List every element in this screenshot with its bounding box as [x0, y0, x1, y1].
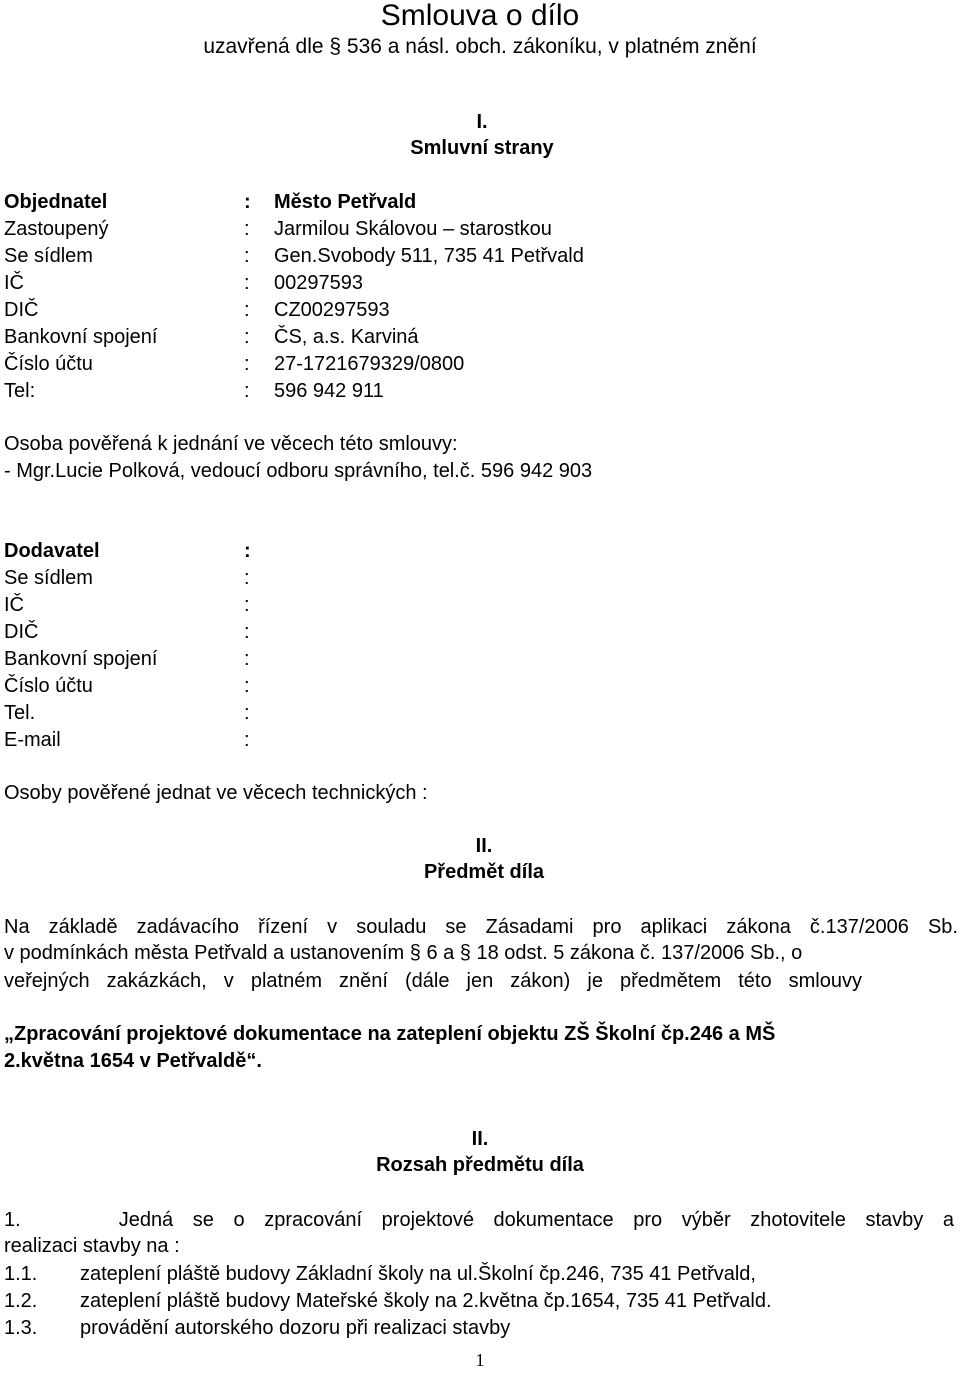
section-1-number: I. [476, 111, 488, 133]
field-colon: : [244, 353, 250, 375]
field-value: Město Petřvald [274, 191, 417, 213]
predmet-title-line-2: 2.května 1654 v Petřvaldě“. [4, 1050, 262, 1072]
predmet-line-1: Na základě zadávacího řízení v souladu se Zásadami pro aplikaci zákona č.137/2006 Sb. [4, 916, 958, 938]
field-colon: : [244, 326, 250, 348]
section-3-number: II. [471, 1128, 489, 1150]
rozsah-item-text: zateplení pláště budovy Základní školy na ul.Školní čp.246, 735 41 Petřvald, [80, 1263, 756, 1285]
predmet-line-2-text: v podmínkách města Petřvald a ustanovením § 6 a § 18 odst. 5 zákona č. 137/2006 Sb. [4, 942, 781, 964]
field-label: Se sídlem [4, 567, 93, 589]
field-label: Objednatel [4, 191, 108, 213]
field-colon: : [244, 218, 250, 240]
osoby-technicke-label: Osoby pověřené jednat ve věcech technických : [4, 782, 428, 804]
predmet-title-line-1: „Zpracování projektové dokumentace na zateplení objektu ZŠ Školní čp.246 a MŠ [4, 1023, 776, 1045]
field-label: Dodavatel [4, 540, 100, 562]
field-colon: : [244, 540, 251, 562]
field-value: 27-1721679329/0800 [274, 353, 465, 375]
field-value: CZ00297593 [274, 299, 390, 321]
field-label: Bankovní spojení [4, 326, 158, 348]
field-label: Číslo účtu [4, 353, 93, 375]
poverena-osoba-name: - Mgr.Lucie Polková, vedoucí odboru správního, tel.č. 596 942 903 [4, 460, 593, 482]
predmet-line-2 [4, 941, 802, 965]
field-value: ČS, a.s. Karviná [274, 326, 419, 348]
field-label: DIČ [4, 299, 39, 321]
rozsah-paragraph-line-2: realizaci stavby na : [4, 1235, 180, 1257]
field-label: Číslo účtu [4, 675, 93, 697]
rozsah-item-number: 1.1. [4, 1263, 38, 1285]
field-value: 596 942 911 [274, 380, 384, 402]
field-label: E-mail [4, 729, 61, 751]
field-label: DIČ [4, 621, 39, 643]
field-colon: : [244, 380, 250, 402]
field-value: 00297593 [274, 272, 363, 294]
rozsah-item-number: 1.3. [4, 1317, 38, 1339]
field-colon: : [244, 272, 250, 294]
document-subtitle: uzavřená dle § 536 a násl. obch. zákoníku, v platném znění [203, 35, 757, 58]
poverena-osoba-label: Osoba pověřená k jednání ve věcech této smlouvy: [4, 433, 458, 455]
field-colon: : [244, 191, 251, 213]
rozsah-item-number: 1.2. [4, 1290, 38, 1312]
section-3-heading: Rozsah předmětu díla [376, 1154, 584, 1176]
field-colon: : [244, 299, 250, 321]
field-label: Tel: [4, 380, 36, 402]
field-colon: : [244, 702, 250, 724]
field-colon: : [244, 729, 250, 751]
field-label: IČ [4, 272, 24, 294]
field-colon: : [244, 245, 250, 267]
predmet-line-3: veřejných zakázkách, v platném znění (dále jen zákon) je předmětem této smlouvy [4, 970, 862, 992]
page-number: 1 [475, 1350, 485, 1370]
field-label: Se sídlem [4, 245, 93, 267]
section-2-heading: Předmět díla [423, 861, 545, 883]
field-value: Gen.Svobody 511, 735 41 Petřvald [274, 245, 584, 267]
field-label: Bankovní spojení [4, 648, 158, 670]
field-colon: : [244, 648, 250, 670]
field-colon: : [244, 675, 250, 697]
field-colon: : [244, 594, 250, 616]
field-label: Tel. [4, 702, 36, 724]
section-2-number: II. [475, 835, 493, 857]
field-colon: : [244, 621, 250, 643]
field-label: IČ [4, 594, 24, 616]
rozsah-paragraph-line-1: 1. Jedná se o zpracování projektové dokumentace pro výběr zhotovitele stavby a [4, 1209, 954, 1231]
field-colon: : [244, 567, 250, 589]
predmet-line-2-end: , o [780, 942, 803, 964]
document-title: Smlouva o dílo [380, 0, 580, 32]
field-value: Jarmilou Skálovou – starostkou [274, 218, 552, 240]
rozsah-item-text: zateplení pláště budovy Mateřské školy na 2.května čp.1654, 735 41 Petřvald. [80, 1290, 772, 1312]
rozsah-item-text: provádění autorského dozoru při realizaci stavby [80, 1317, 511, 1339]
section-1-heading: Smluvní strany [410, 137, 554, 159]
field-label: Zastoupený [4, 218, 109, 240]
